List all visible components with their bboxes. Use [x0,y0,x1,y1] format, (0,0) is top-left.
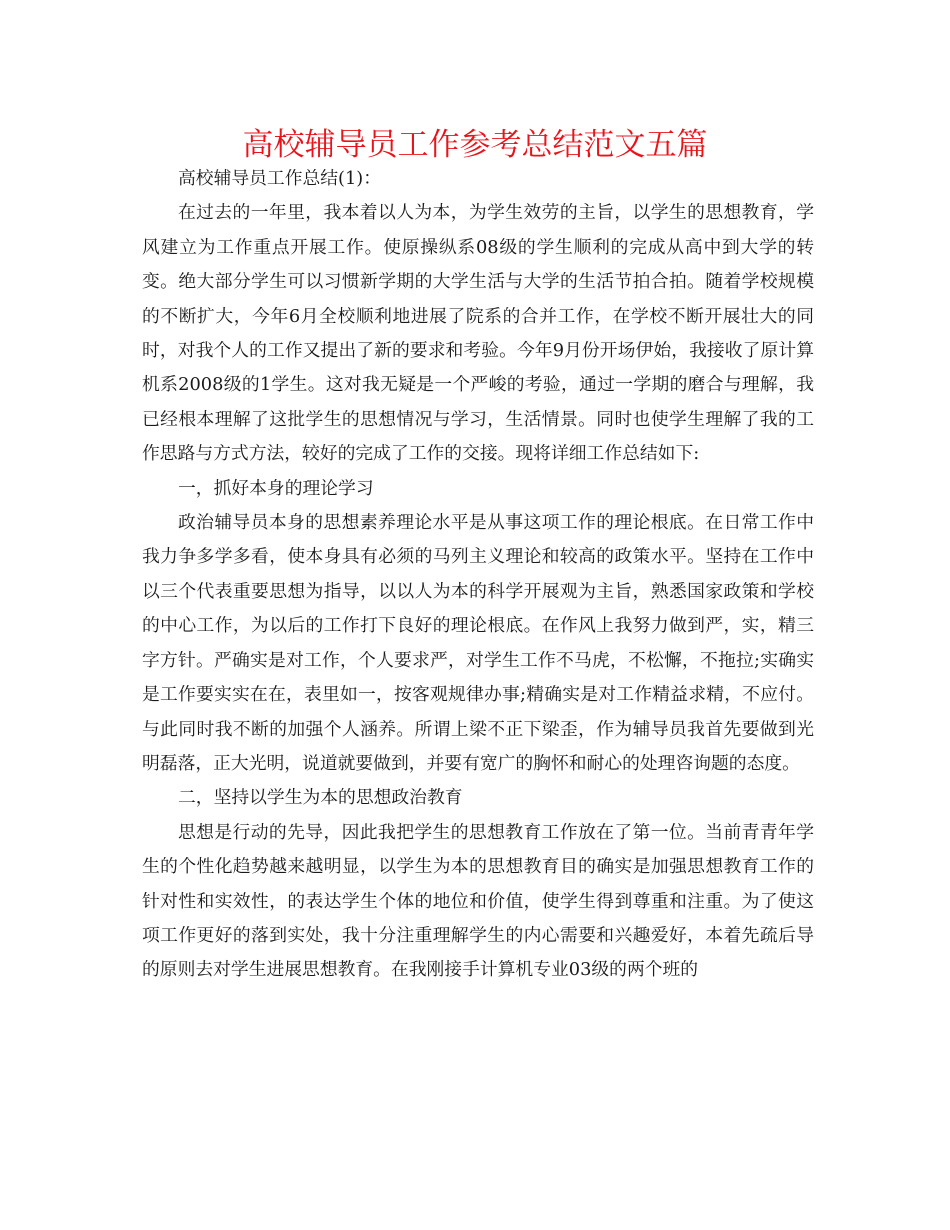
section-heading-2: 一，抓好本身的理论学习 [178,477,374,499]
body-paragraph: 在过去的一年里，我本着以人为本，为学生效劳的主旨，以学生的思想教育，学风建立为工作重点开展工作。使原操纵系08级的学生顺利的完成从高中到大学的转变。绝大部分学生可以习惯新学期的大学生活与大学的生活节拍合拍。随着学校规模的不断扩大，今年6月全校顺利地进展了院系的合并工作，在学校不断开展壮大的同时，对我个人的工作又提出了新的要求和考验。今年9月份开场伊始，我接收了原计算机系2008级的1学生。这对我无疑是一个严峻的考验，通过一学期的磨合与理解，我已经根本理解了这批学生的思想情况与学习，生活情景。同时也使学生理解了我的工作思路与方式方法，较好的完成了工作的交接。现将详细工作总结如下: [142,202,814,465]
document-title: 高校辅导员工作参考总结范文五篇 [242,127,708,163]
body-paragraph: 思想是行动的先导，因此我把学生的思想教育工作放在了第一位。当前青青年学生的个性化趋势越来越明显，以学生为本的思想教育目的确实是加强思想教育工作的针对性和实效性，的表达学生个体的地位和价值，使学生得到尊重和注重。为了使这项工作更好的落到实处，我十分注重理解学生的内心需要和兴趣爱好，本着先疏后导的原则去对学生进展思想教育。在我刚接手计算机专业03级的两个班的 [142,821,814,981]
section-heading-3: 二，坚持以学生为本的思想政治教育 [178,787,463,809]
body-paragraph: 政治辅导员本身的思想素养理论水平是从事这项工作的理论根底。在日常工作中我力争多学多看，使本身具有必须的马列主义理论和较高的政策水平。坚持在工作中以三个代表重要思想为指导，以以人为本的科学开展观为主旨，熟悉国家政策和学校的中心工作，为以后的工作打下良好的理论根底。在作风上我努力做到严，实，精三字方针。严确实是对工作，个人要求严，对学生工作不马虎，不松懈，不拖拉;实确实是工作要实实在在，表里如一，按客观规律办事;精确实是对工作精益求精，不应付。与此同时我不断的加强个人涵养。所谓上梁不正下梁歪，作为辅导员我首先要做到光明磊落，正大光明，说道就要做到，并要有宽广的胸怀和耐心的处理咨询题的态度。 [142,512,814,774]
section-heading-1: 高校辅导员工作总结(1)： [178,168,381,189]
document-body [142,162,814,988]
